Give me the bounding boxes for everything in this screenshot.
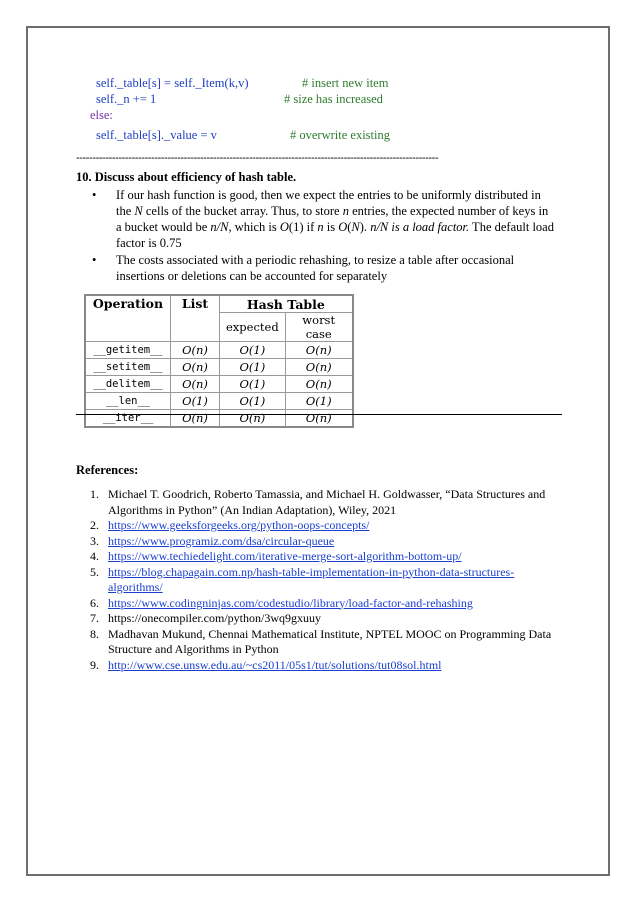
code-line-4: self._table[s]._value = v [96, 128, 217, 142]
worst-cell: O(n) [285, 410, 353, 428]
table-row [85, 376, 353, 393]
section-heading: 10. Discuss about efficiency of hash table. [76, 170, 297, 184]
expected-cell: O(1) [220, 342, 286, 359]
reference-link[interactable]: https://www.techiedelight.com/iterative-merge-sort-algorithm-bottom-up/ [108, 549, 462, 563]
reference-link[interactable]: https://blog.chapagain.com.np/hash-table-implementation-in-python-data-structures-algorithms/ [108, 564, 515, 594]
reference-link[interactable]: https://www.geeksforgeeks.org/python-oops-concepts/ [108, 518, 370, 532]
list-cell: O(n) [171, 359, 220, 376]
reference-item [76, 534, 556, 550]
reference-number: 4. [90, 549, 99, 563]
reference-item [76, 518, 556, 534]
bullet-2: The costs associated with a periodic rehashing, to resize a table after occasional insertions or deletions can be accounted for separately [116, 253, 515, 283]
header-expected: expected [220, 313, 286, 342]
code-line-2: self._n += 1 [96, 92, 157, 106]
reference-link[interactable]: https://www.programiz.com/dsa/circular-queue [108, 533, 335, 548]
op-cell: __setitem__ [85, 359, 171, 376]
reference-number: 6. [90, 595, 99, 610]
reference-item [76, 611, 556, 627]
reference-item [76, 658, 556, 674]
list-cell: O(n) [171, 342, 220, 359]
bullet-1: If our hash function is good, then we expect the entries to be uniformly distributed in the N cells of the bucket array. Thus, to store n entries, the expected number of keys in a bucket would be n/N, which is O(1) if n is O(N). n/N is a load factor. The default load factor is 0.75 [116, 188, 554, 250]
worst-cell: O(n) [285, 359, 353, 376]
horizontal-rule [76, 414, 562, 415]
list-cell: O(1) [171, 393, 220, 410]
reference-link[interactable]: http://www.cse.unsw.edu.au/~cs2011/05s1/tut/solutions/tut08sol.html [108, 657, 442, 672]
references-section [76, 463, 556, 673]
code-comment-1: # insert new item [302, 76, 389, 90]
header-worst-case: worst case [285, 313, 353, 342]
op-cell: __getitem__ [85, 342, 171, 359]
worst-cell: O(1) [285, 393, 353, 410]
reference-text: https://onecompiler.com/python/3wq9gxuuy [108, 611, 321, 625]
references-heading: References: [76, 463, 139, 477]
reference-item [76, 487, 556, 518]
reference-number: 3. [90, 533, 99, 548]
reference-item [76, 627, 556, 658]
code-comment-2: # size has increased [284, 92, 383, 106]
header-list: List [171, 295, 220, 342]
table-row [85, 359, 353, 376]
list-cell: O(n) [171, 410, 220, 428]
reference-number: 7. [90, 611, 99, 625]
reference-number: 2. [90, 518, 99, 532]
worst-cell: O(n) [285, 376, 353, 393]
worst-cell: O(n) [285, 342, 353, 359]
header-operation: Operation [85, 295, 171, 342]
expected-cell: O(1) [220, 376, 286, 393]
complexity-table [84, 294, 354, 428]
reference-text: Michael T. Goodrich, Roberto Tamassia, and Michael H. Goldwasser, “Data Structures and Algorithms in Python” (An Indian Adaptation), Wiley, 2021 [108, 487, 546, 517]
table-row [85, 342, 353, 359]
table-row [85, 410, 353, 428]
expected-cell: O(n) [220, 410, 286, 428]
op-cell: __iter__ [85, 410, 171, 428]
reference-number: 5. [90, 564, 99, 579]
code-line-3: else: [90, 108, 113, 122]
reference-number: 9. [90, 657, 99, 672]
op-cell: __delitem__ [85, 376, 171, 393]
reference-item [76, 596, 556, 612]
reference-item [76, 549, 556, 565]
expected-cell: O(1) [220, 359, 286, 376]
dashed-separator: --------------------------------------------------------------------------------------------------------------- [76, 152, 439, 164]
list-cell: O(n) [171, 376, 220, 393]
code-comment-4: # overwrite existing [290, 128, 390, 142]
code-text: self._table[s] = self._Item(k,v) [96, 76, 249, 90]
reference-number: 1. [90, 487, 99, 501]
header-hash-table: Hash Table [220, 295, 353, 313]
bullet-1-marker: • [92, 188, 97, 202]
op-cell: __len__ [85, 393, 171, 410]
table-row [85, 393, 353, 410]
reference-item [76, 565, 556, 596]
reference-number: 8. [90, 626, 99, 641]
code-line-1 [96, 76, 248, 91]
reference-text: Madhavan Mukund, Chennai Mathematical Institute, NPTEL MOOC on Programming Data Structure and Algorithms in Python [108, 626, 552, 656]
reference-link[interactable]: https://www.codingninjas.com/codestudio/library/load-factor-and-rehashing [108, 595, 473, 610]
references-list [76, 487, 556, 673]
bullet-2-marker: • [92, 253, 97, 267]
expected-cell: O(1) [220, 393, 286, 410]
